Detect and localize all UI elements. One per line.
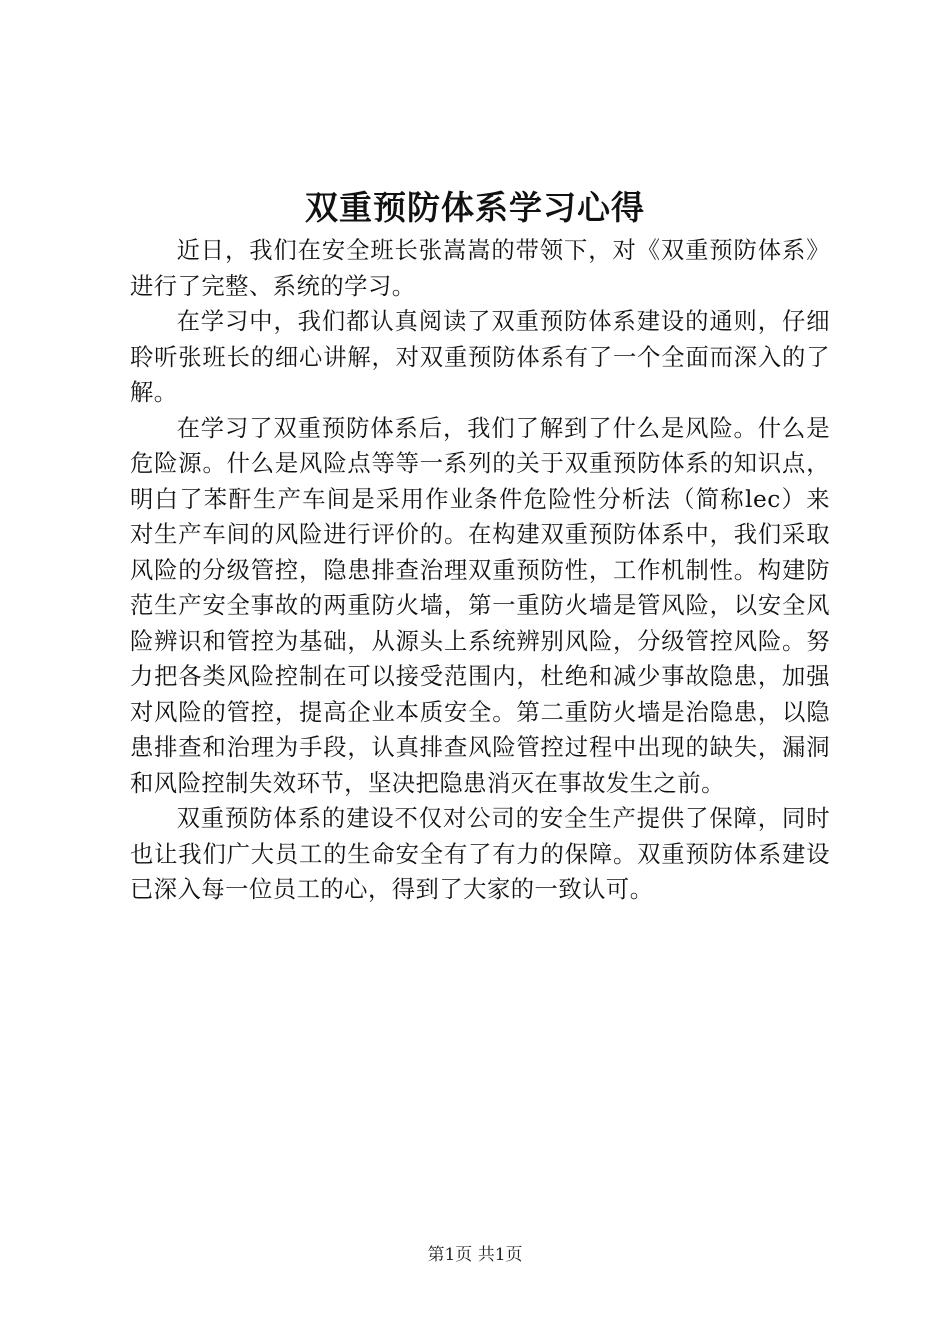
page-footer: 第1页 共1页 <box>427 1245 523 1265</box>
paragraph-study: 在学习中，我们都认真阅读了双重预防体系建设的通则，仔细聆听张班长的细心讲解，对双重预防体系有了一个全面而深入的了解。 <box>130 308 830 406</box>
paragraph-intro: 近日，我们在安全班长张嵩嵩的带领下，对《双重预防体系》进行了完整、系统的学习。 <box>130 237 830 300</box>
document-title: 双重预防体系学习心得 <box>305 188 645 227</box>
paragraph-conclusion: 双重预防体系的建设不仅对公司的安全生产提供了保障，同时也让我们广大员工的生命安全有了有力的保障。双重预防体系建设已深入每一位员工的心，得到了大家的一致认可。 <box>130 805 830 903</box>
paragraph-content: 在学习了双重预防体系后，我们了解到了什么是风险。什么是危险源。什么是风险点等等一系列的关于双重预防体系的知识点，明白了苯酐生产车间是采用作业条件危险性分析法（简称lec）来对生产车间的风险进行评价的。在构建双重预防体系中，我们采取风险的分级管控，隐患排查治理双重预防性，工作机制性。构建防范生产安全事故的两重防火墙，第一重防火墙是管风险，以安全风险辨识和管控为基础，从源头上系统辨别风险，分级管控风险。努力把各类风险控制在可以接受范围内，杜绝和减少事故隐患，加强对风险的管控，提高企业本质安全。第二重防火墙是治隐患，以隐患排查和治理为手段，认真排查风险管控过程中出现的缺失，漏洞和风险控制失效环节，坚决把隐患消灭在事故发生之前。 <box>130 414 830 797</box>
document-body <box>130 233 830 908</box>
